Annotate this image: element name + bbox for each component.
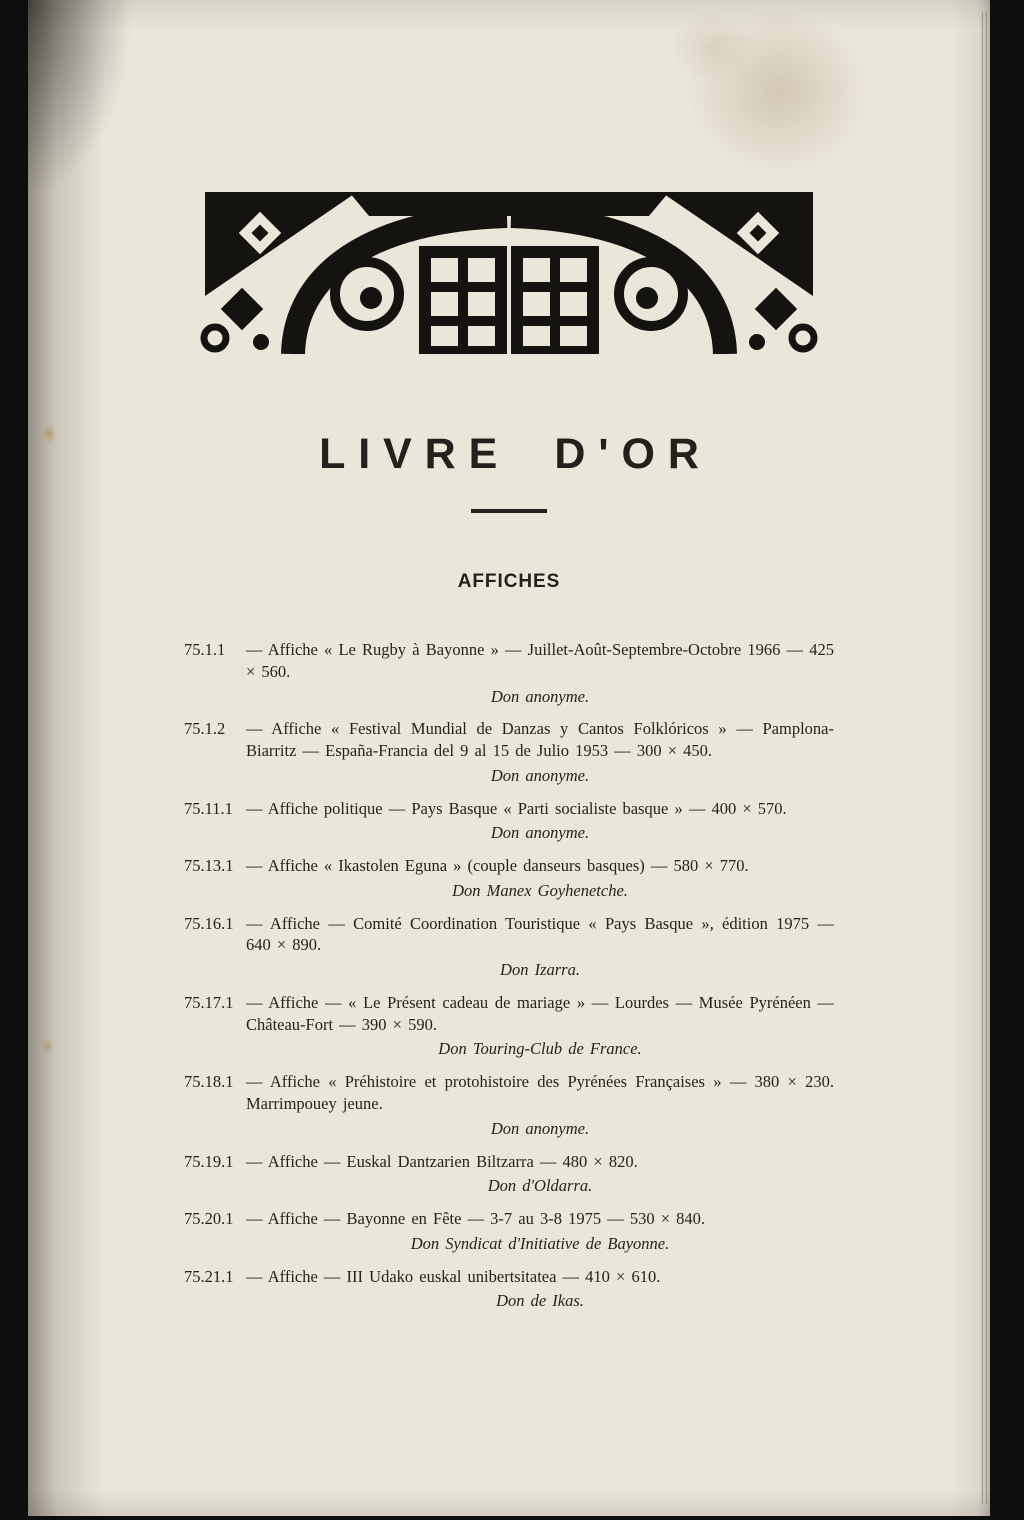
entry-text: — Affiche — Euskal Dantzarien Biltzarra — 480 × 820. — [246, 1151, 638, 1171]
book-page — [28, 0, 990, 1516]
catalog-entry — [184, 1071, 834, 1139]
entry-donor: Don d'Oldarra. — [487, 1176, 593, 1196]
entry-id: 75.1.1 — [184, 640, 226, 659]
entry-id: 75.16.1 — [184, 913, 234, 933]
entry-id: 75.19.1 — [184, 1151, 234, 1171]
entry-donor: Don Touring-Club de France. — [438, 1039, 642, 1059]
catalog-entry — [184, 718, 834, 786]
entry-donor: Don anonyme. — [490, 1118, 590, 1138]
entry-text: — Affiche « Le Rugby à Bayonne » — Juillet-Août-Septembre-Octobre 1966 — 425 × 560. — [246, 640, 834, 681]
page-title: LIVRE D'OR — [319, 430, 712, 478]
catalog-entry — [184, 992, 834, 1060]
basque-ornament-icon — [199, 190, 819, 354]
entry-donor: Don Syndicat d'Initiative de Bayonne. — [410, 1233, 670, 1253]
entry-list — [184, 639, 834, 1312]
catalog-entry — [184, 855, 834, 902]
catalog-entry — [184, 1266, 834, 1313]
title-underline — [471, 509, 547, 513]
entry-donor: Don anonyme. — [490, 765, 590, 785]
section-heading: AFFICHES — [457, 571, 561, 592]
entry-id: 75.21.1 — [184, 1266, 234, 1286]
entry-id: 75.13.1 — [184, 856, 234, 876]
catalog-entry — [184, 639, 834, 707]
entry-id: 75.20.1 — [184, 1209, 234, 1229]
catalog-entry — [184, 1151, 834, 1198]
entry-donor: Don Izarra. — [500, 960, 580, 980]
catalog-entry — [184, 1208, 834, 1255]
entry-donor: Don anonyme. — [490, 823, 590, 843]
entry-text: — Affiche — III Udako euskal unibertsitatea — 410 × 610. — [246, 1266, 661, 1286]
entry-text: — Affiche — Bayonne en Fête — 3-7 au 3-8 1975 — 530 × 840. — [246, 1209, 706, 1229]
entry-text: — Affiche — Comité Coordination Touristique « Pays Basque », édition 1975 — 640 × 890. — [246, 913, 834, 955]
entry-id: 75.11.1 — [184, 798, 233, 818]
entry-text: — Affiche « Préhistoire et protohistoire des Pyrénées Françaises » — 380 × 230. Marrimpouey jeune. — [246, 1072, 834, 1114]
entry-donor: Don de Ikas. — [496, 1291, 584, 1311]
entry-donor: Don anonyme. — [490, 686, 590, 706]
catalog-entry — [184, 913, 834, 981]
entry-text: — Affiche « Festival Mundial de Danzas y Cantos Folklóricos » — Pamplona-Biarritz — España-Francia del 9 al 15 de Julio 1953 — 300 × 450. — [246, 719, 834, 761]
entry-text: — Affiche « Ikastolen Eguna » (couple danseurs basques) — 580 × 770. — [246, 856, 749, 876]
entry-text: — Affiche politique — Pays Basque « Parti socialiste basque » — 400 × 570. — [246, 798, 787, 818]
entry-id: 75.18.1 — [184, 1072, 234, 1092]
entry-text: — Affiche — « Le Présent cadeau de mariage » — Lourdes — Musée Pyrénéen — Château-Fort — 390 × 590. — [246, 992, 834, 1034]
entry-id: 75.17.1 — [184, 992, 234, 1012]
entry-donor: Don Manex Goyhenetche. — [452, 880, 628, 900]
catalog-entry — [184, 798, 834, 845]
entry-id: 75.1.2 — [184, 719, 226, 739]
